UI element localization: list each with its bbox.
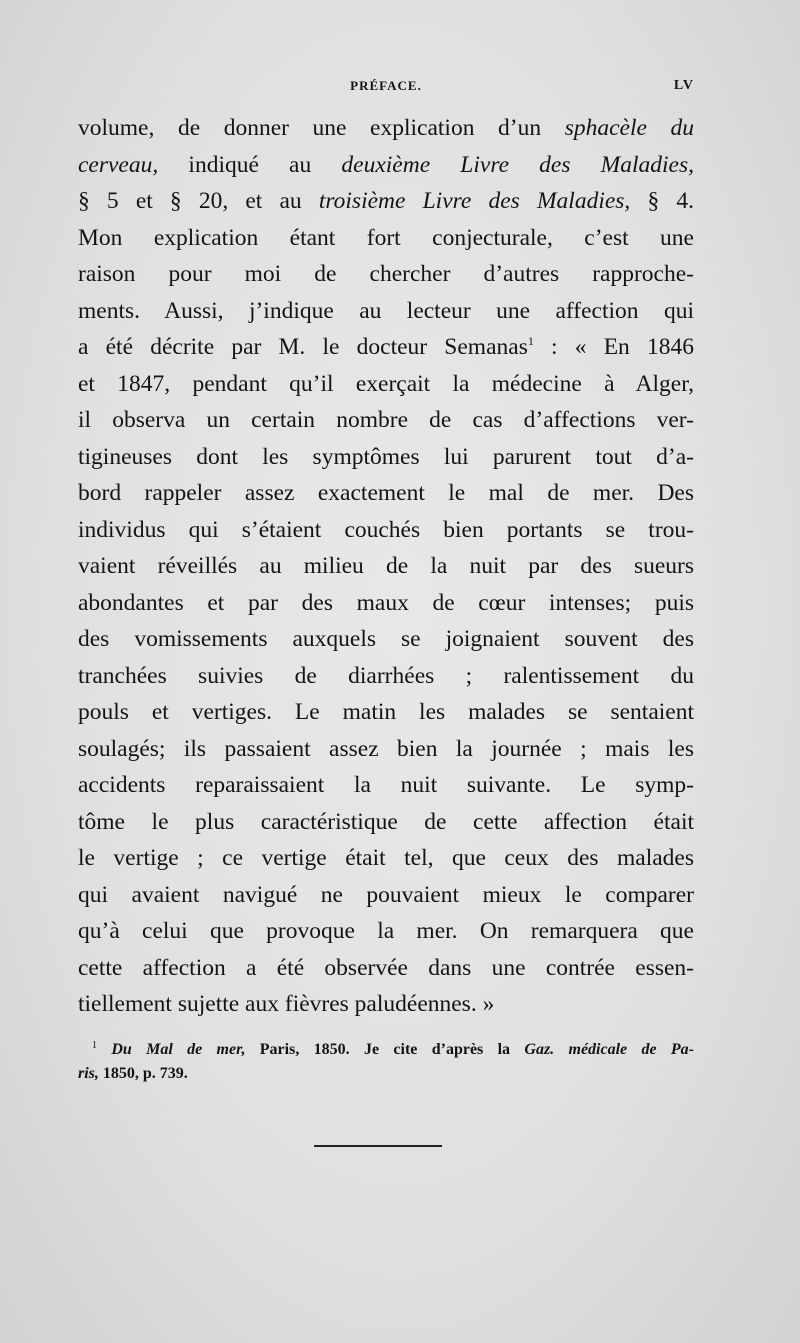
footnote-marker: 1 <box>92 1040 97 1051</box>
text-line: qu’à celui que provoque la mer. On remarquera que <box>78 918 694 944</box>
text-line: Mon explication étant fort conjecturale, c’est une <box>78 224 694 251</box>
running-title: PRÉFACE. <box>350 78 422 93</box>
text-line: tôme le plus caractéristique de cette affection était <box>78 808 694 835</box>
footnote-reference[interactable]: 1 <box>527 334 534 348</box>
footnote <box>78 1038 694 1086</box>
text-line: tigineuses dont les symptômes lui parurent tout d’a- <box>78 443 694 470</box>
page-number: LV <box>673 78 694 93</box>
text-line: abondantes et par des maux de cœur intenses; puis <box>78 589 694 616</box>
text-line: tiellement sujette aux fièvres paludéennes. » <box>78 991 495 1017</box>
body-text <box>78 110 694 1023</box>
text-line: pouls et vertiges. Le matin les malades se sentaient <box>78 699 694 725</box>
text-line: accidents reparaissaient la nuit suivante. Le symp- <box>78 772 694 798</box>
text-line: a été décrite par M. le docteur Semanas$^1$ : « En 1846 <box>78 334 695 360</box>
text-line: cette affection a été observée dans une contrée essen- <box>78 954 694 981</box>
text-line: et 1847, pendant qu’il exerçait la médecine à Alger, <box>78 370 694 397</box>
footnote-line: $^1$ Du Mal de mer, Paris, 1850. Je cite d’après la Gaz. médicale de Pa- <box>92 1040 695 1058</box>
section-divider <box>314 1145 442 1147</box>
text-line: volume, de donner une explication d’un sphacèle du <box>78 115 694 141</box>
page-header <box>78 78 694 98</box>
text-line: bord rappeler assez exactement le mal de mer. Des <box>78 480 694 506</box>
text-line: il observa un certain nombre de cas d’affections ver- <box>78 407 694 433</box>
text-line: tranchées suivies de diarrhées ; ralentissement du <box>78 662 694 689</box>
text-line: individus qui s’étaient couchés bien portants se trou- <box>78 516 694 543</box>
text-line: raison pour moi de chercher d’autres rapproche- <box>78 261 694 287</box>
text-line: soulagés; ils passaient assez bien la journée ; mais les <box>78 735 694 762</box>
text-line: ments. Aussi, j’indique au lecteur une affection qui <box>78 297 694 324</box>
text-line: cerveau, indiqué au deuxième Livre des Maladies, <box>78 151 694 178</box>
text-line: § 5 et § 20, et au troisième Livre des Maladies, § 4. <box>78 188 695 214</box>
footnote-line: ris, 1850, p. 739. <box>78 1065 188 1082</box>
text-line: qui avaient navigué ne pouvaient mieux le comparer <box>78 881 694 908</box>
text-line: vaient réveillés au milieu de la nuit par des sueurs <box>78 553 694 579</box>
text-line: des vomissements auxquels se joignaient souvent des <box>78 626 694 652</box>
text-line: le vertige ; ce vertige était tel, que ceux des malades <box>78 845 694 871</box>
